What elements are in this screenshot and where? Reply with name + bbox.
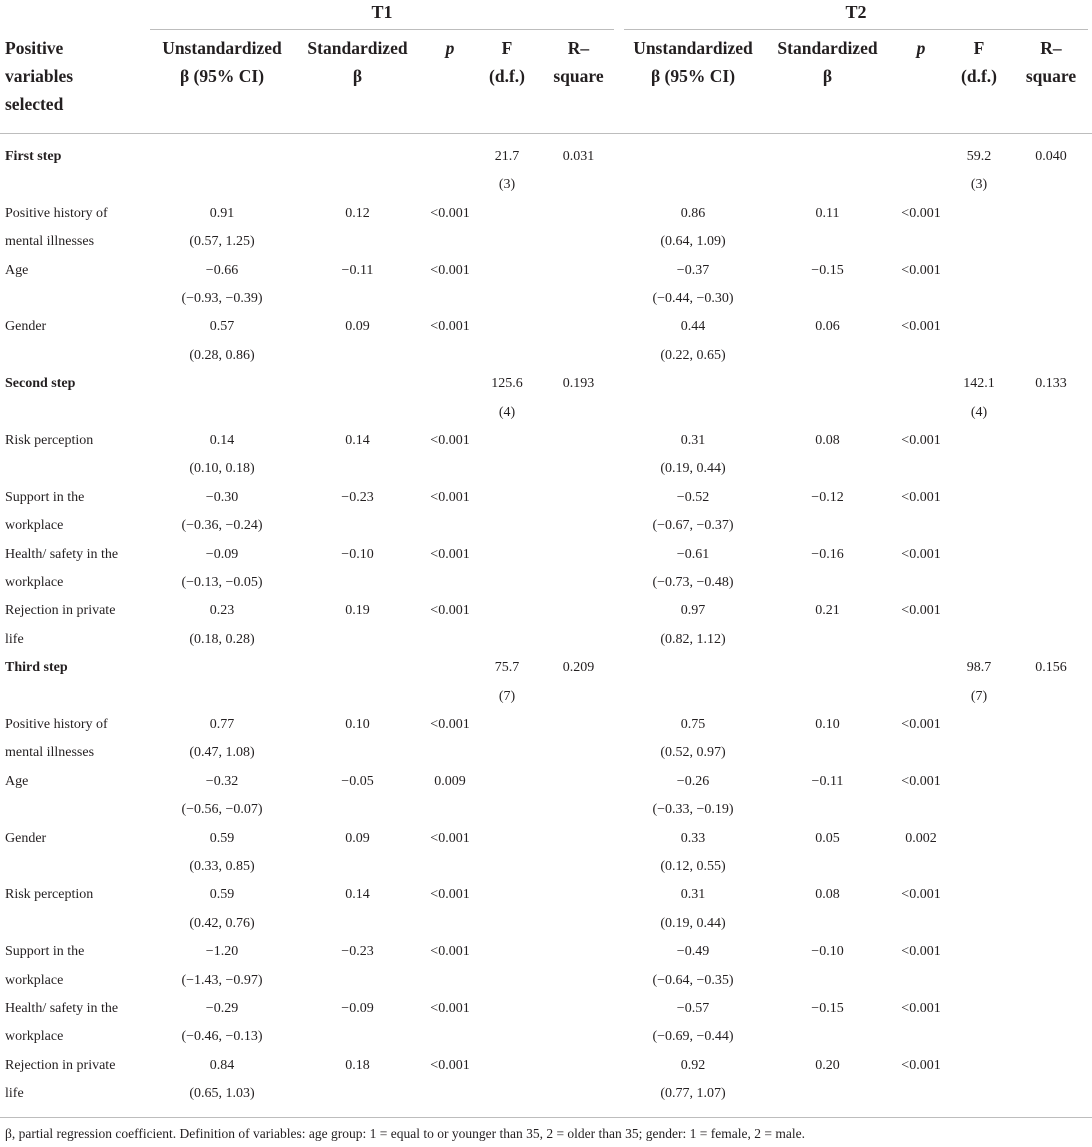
cell-t2-p: <0.001 [901, 1057, 941, 1073]
cell-t2-b: −0.57 [676, 1001, 710, 1016]
cell-t1-b: 0.77 [209, 717, 235, 732]
cell-t2-p: <0.001 [901, 262, 941, 278]
row-label: Positive history of [5, 717, 108, 732]
cell-t1-b: (0.65, 1.03) [189, 1086, 255, 1102]
cell-t2-p: <0.001 [901, 717, 941, 732]
cell-t2-sb: 0.11 [815, 205, 840, 221]
cell-t2-p: <0.001 [901, 603, 941, 619]
cell-t2-sb: 0.20 [815, 1057, 840, 1073]
cell-t1-b: 0.14 [209, 433, 235, 448]
row-label: Gender [5, 319, 47, 335]
row-label: Support in the [5, 944, 85, 960]
cell-t1-b: (0.18, 0.28) [189, 631, 255, 647]
cell-t2-f: 98.7 [966, 660, 992, 676]
column-header-var: variables [5, 66, 74, 86]
cell-t1-r: 0.031 [562, 149, 595, 164]
cell-t1-b: −0.29 [205, 1001, 239, 1016]
column-header-t1-f: (d.f.) [489, 66, 525, 86]
cell-t1-sb: −0.23 [341, 489, 374, 505]
cell-t2-b: (0.19, 0.44) [660, 915, 726, 931]
cell-t1-b: (0.28, 0.86) [189, 347, 255, 363]
cell-t2-b: 0.33 [680, 830, 706, 846]
cell-t2-f: 59.2 [966, 149, 992, 164]
cell-t1-f: 75.7 [494, 660, 520, 676]
cell-t1-p: <0.001 [430, 603, 470, 619]
column-header-var: selected [5, 94, 64, 114]
cell-t2-b: −0.37 [676, 262, 710, 278]
cell-t1-p: <0.001 [430, 944, 470, 960]
cell-t1-sb: −0.09 [341, 1001, 374, 1016]
cell-t2-b: (−0.73, −0.48) [652, 575, 734, 590]
cell-t2-sb: 0.08 [815, 887, 840, 903]
column-header-t1-f: F [501, 38, 513, 58]
cell-t1-sb: −0.10 [341, 546, 374, 562]
cell-t1-sb: −0.11 [341, 262, 374, 278]
cell-t2-b: −0.26 [676, 773, 710, 789]
row-label: life [5, 1086, 24, 1102]
cell-t2-b: 0.44 [680, 319, 706, 335]
row-label: mental illnesses [5, 234, 95, 250]
cell-t2-r: 0.040 [1035, 149, 1067, 164]
cell-t1-p: 0.009 [434, 773, 466, 789]
row-label: Positive history of [5, 205, 108, 221]
cell-t1-p: <0.001 [430, 319, 470, 335]
column-header-t1-b: Unstandardized [162, 38, 282, 58]
cell-t1-b: (−0.56, −0.07) [181, 802, 263, 818]
column-header-t1-r: R– [567, 38, 590, 58]
cell-t2-sb: −0.10 [811, 944, 844, 960]
step-label: Third step [5, 660, 68, 676]
row-label: life [5, 631, 24, 647]
cell-t1-b: −0.32 [205, 773, 239, 789]
cell-t2-b: (−0.67, −0.37) [652, 518, 734, 534]
cell-t2-b: (−0.69, −0.44) [652, 1029, 734, 1045]
cell-t2-r: 0.156 [1035, 660, 1067, 676]
cell-t2-p: <0.001 [901, 433, 941, 448]
cell-t1-b: −1.20 [205, 944, 239, 960]
cell-t2-b: −0.49 [676, 944, 710, 960]
cell-t2-b: (−0.64, −0.35) [652, 972, 734, 988]
row-label: Risk perception [5, 433, 94, 448]
bottom-rule [0, 1117, 1092, 1118]
column-header-t1-p: p [445, 38, 455, 58]
step-label: First step [5, 149, 62, 164]
cell-t1-p: <0.001 [430, 546, 470, 562]
cell-t1-sb: 0.14 [345, 433, 370, 448]
cell-t1-f: (4) [498, 404, 516, 420]
cell-t2-r: 0.133 [1035, 376, 1067, 392]
cell-t2-p: <0.001 [901, 546, 941, 562]
cell-t2-sb: −0.16 [811, 546, 844, 562]
cell-t2-f: 142.1 [963, 376, 995, 392]
cell-t2-b: 0.92 [680, 1057, 706, 1073]
cell-t2-b: −0.52 [676, 489, 710, 505]
cell-t1-b: 0.23 [209, 603, 235, 619]
cell-t1-b: 0.91 [209, 205, 235, 221]
row-label: Age [5, 773, 29, 789]
cell-t2-b: (0.82, 1.12) [660, 631, 726, 647]
group-header-t1: T1 [371, 2, 393, 22]
cell-t2-sb: −0.11 [811, 773, 844, 789]
cell-t1-b: (0.33, 0.85) [189, 859, 255, 874]
cell-t1-sb: 0.18 [345, 1057, 370, 1073]
cell-t2-b: (0.22, 0.65) [660, 347, 726, 363]
row-label: Age [5, 262, 29, 278]
column-header-t2-b: β (95% CI) [650, 66, 736, 86]
cell-t2-sb: 0.21 [815, 603, 840, 619]
cell-t1-b: (−1.43, −0.97) [181, 972, 263, 988]
cell-t2-b: −0.61 [676, 546, 710, 562]
step-label: Second step [5, 376, 76, 392]
column-header-t2-f: F [973, 38, 985, 58]
cell-t1-f: 125.6 [491, 376, 523, 392]
row-label: Health/ safety in the [5, 1001, 119, 1016]
column-header-t1-r: square [553, 66, 604, 86]
cell-t1-b: 0.59 [209, 830, 235, 846]
row-label: Rejection in private [5, 1057, 116, 1073]
cell-t2-p: <0.001 [901, 319, 941, 335]
cell-t1-b: −0.30 [205, 489, 239, 505]
column-header-t1-b: β (95% CI) [179, 66, 265, 86]
column-header-var: Positive [5, 38, 64, 58]
column-header-t2-sb: β [822, 66, 833, 86]
column-header-t2-f: (d.f.) [961, 66, 997, 86]
group-underline [150, 29, 614, 30]
cell-t1-f: (7) [498, 688, 516, 704]
cell-t1-b: 0.59 [209, 887, 235, 903]
cell-t2-b: (0.19, 0.44) [660, 461, 726, 477]
row-label: Risk perception [5, 887, 94, 903]
cell-t1-p: <0.001 [430, 1057, 470, 1073]
cell-t2-b: (0.12, 0.55) [660, 859, 726, 874]
cell-t2-sb: 0.10 [815, 717, 840, 732]
cell-t1-b: (0.42, 0.76) [189, 915, 255, 931]
cell-t1-r: 0.193 [562, 376, 595, 392]
cell-t2-b: (−0.33, −0.19) [652, 802, 734, 818]
row-label: workplace [5, 518, 64, 534]
column-header-t1-sb: Standardized [307, 38, 408, 58]
cell-t2-f: (3) [970, 177, 988, 193]
cell-t1-sb: −0.23 [341, 944, 374, 960]
cell-t1-sb: 0.14 [345, 887, 370, 903]
cell-t1-p: <0.001 [430, 205, 470, 221]
cell-t1-sb: 0.19 [345, 603, 370, 619]
cell-t2-sb: 0.06 [815, 319, 840, 335]
row-label: workplace [5, 1029, 64, 1045]
cell-t1-p: <0.001 [430, 887, 470, 903]
cell-t1-b: (0.47, 1.08) [189, 745, 255, 761]
row-label: workplace [5, 575, 64, 590]
column-header-t2-r: square [1025, 66, 1077, 86]
cell-t2-b: 0.31 [680, 433, 706, 448]
cell-t1-f: 21.7 [494, 149, 520, 164]
group-underline [624, 29, 1088, 30]
cell-t2-sb: −0.15 [811, 262, 844, 278]
cell-t2-p: 0.002 [905, 830, 937, 846]
cell-t1-p: <0.001 [430, 433, 470, 448]
cell-t1-b: 0.84 [209, 1057, 235, 1073]
cell-t2-sb: 0.05 [815, 830, 840, 846]
cell-t1-r: 0.209 [562, 660, 595, 676]
cell-t2-b: 0.31 [680, 887, 706, 903]
row-label: Gender [5, 830, 47, 846]
column-header-t2-sb: Standardized [777, 38, 878, 58]
cell-t2-b: 0.97 [680, 603, 706, 619]
column-header-t2-r: R– [1040, 38, 1062, 58]
cell-t1-b: (−0.93, −0.39) [181, 291, 263, 306]
cell-t2-p: <0.001 [901, 205, 941, 221]
cell-t1-sb: 0.12 [345, 205, 370, 221]
cell-t1-p: <0.001 [430, 1001, 470, 1016]
cell-t2-b: (−0.44, −0.30) [652, 291, 734, 306]
cell-t1-p: <0.001 [430, 262, 470, 278]
cell-t2-sb: 0.08 [815, 433, 840, 448]
row-label: Health/ safety in the [5, 546, 119, 562]
cell-t2-f: (7) [970, 688, 988, 704]
row-label: Rejection in private [5, 603, 116, 619]
column-header-t2-b: Unstandardized [633, 38, 753, 58]
cell-t1-sb: 0.09 [345, 830, 370, 846]
cell-t1-sb: 0.10 [345, 717, 370, 732]
cell-t2-b: 0.75 [680, 717, 706, 732]
table-footnote: β, partial regression coefficient. Definition of variables: age group: 1 = equal to or younger than 35, 2 = older than 35; gender: 1 = female, 2 = male. [5, 1126, 805, 1141]
cell-t2-p: <0.001 [901, 773, 941, 789]
group-header-t2: T2 [845, 2, 867, 22]
cell-t2-b: (0.52, 0.97) [660, 745, 726, 761]
cell-t2-sb: −0.12 [811, 489, 844, 505]
cell-t1-p: <0.001 [430, 830, 470, 846]
cell-t2-p: <0.001 [901, 944, 941, 960]
row-label: mental illnesses [5, 745, 95, 761]
cell-t2-f: (4) [970, 404, 988, 420]
cell-t1-b: (−0.13, −0.05) [181, 575, 263, 590]
cell-t2-p: <0.001 [901, 489, 941, 505]
cell-t1-b: (0.10, 0.18) [189, 461, 255, 477]
header-rule [0, 133, 1092, 134]
cell-t2-b: (0.77, 1.07) [660, 1086, 726, 1102]
cell-t2-p: <0.001 [901, 887, 941, 903]
cell-t1-b: −0.09 [205, 546, 239, 562]
cell-t2-sb: −0.15 [811, 1001, 844, 1016]
cell-t1-b: −0.66 [205, 262, 239, 278]
row-label: workplace [5, 972, 64, 988]
column-header-t2-p: p [916, 38, 926, 58]
cell-t1-b: 0.57 [209, 319, 235, 335]
cell-t1-sb: 0.09 [345, 319, 370, 335]
cell-t1-b: (0.57, 1.25) [189, 234, 255, 250]
cell-t2-p: <0.001 [901, 1001, 941, 1016]
cell-t1-p: <0.001 [430, 717, 470, 732]
cell-t1-f: (3) [498, 177, 516, 193]
column-header-t1-sb: β [352, 66, 363, 86]
cell-t2-b: 0.86 [680, 205, 706, 221]
cell-t1-b: (−0.36, −0.24) [181, 518, 263, 534]
cell-t1-p: <0.001 [430, 489, 470, 505]
cell-t2-b: (0.64, 1.09) [660, 234, 726, 250]
cell-t1-b: (−0.46, −0.13) [181, 1029, 263, 1045]
row-label: Support in the [5, 489, 85, 505]
cell-t1-sb: −0.05 [341, 773, 374, 789]
